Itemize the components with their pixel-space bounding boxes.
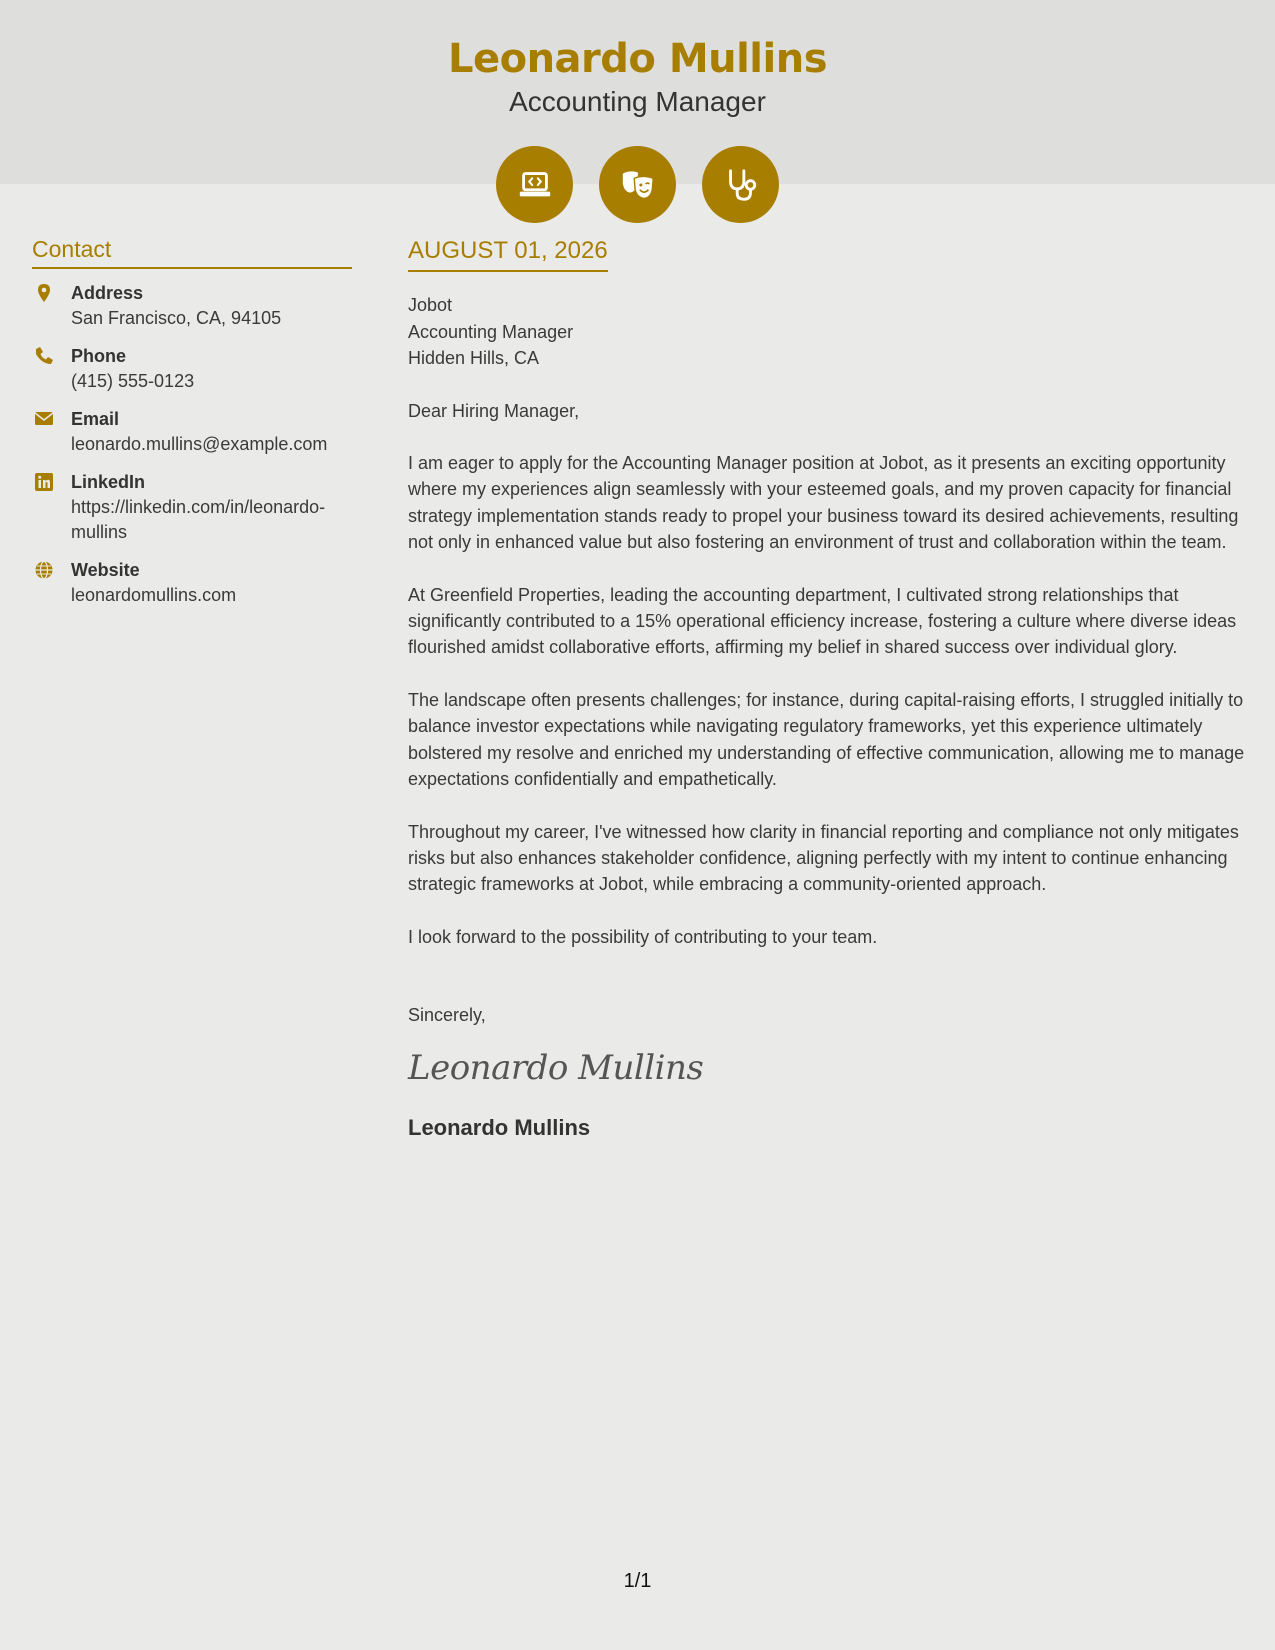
phone-icon	[34, 346, 54, 366]
contact-address	[32, 281, 352, 331]
contact-label: Website	[71, 560, 140, 580]
applicant-title: Accounting Manager	[509, 86, 766, 117]
map-pin-icon	[34, 283, 54, 303]
theater-masks-icon	[599, 146, 676, 223]
page-number: 1/1	[623, 1570, 652, 1592]
body-paragraph: The landscape often presents challenges; for instance, during capital-raising efforts, I struggled initially to balance investor expectations while navigating regulatory frameworks, yet this experience ultimately bolstered my resolve and enriched my understanding of effective communication, allowing me to manage expectations confidentially and empathetically.	[408, 689, 1245, 790]
contact-label: Phone	[71, 346, 127, 366]
stethoscope-icon	[702, 146, 779, 223]
recipient-position: Accounting Manager	[408, 321, 574, 342]
contact-website	[32, 558, 352, 608]
laptop-code-icon	[496, 146, 573, 223]
signed-name: Leonardo Mullins	[408, 1114, 591, 1140]
contact-value: (415) 555-0123	[71, 371, 195, 391]
letter-date: AUGUST 01, 2026	[408, 238, 608, 272]
contact-value: leonardo.mullins@example.com	[71, 434, 328, 454]
body-paragraph: I look forward to the possibility of contributing to your team.	[408, 926, 878, 947]
contact-linkedin	[32, 470, 352, 545]
salutation: Dear Hiring Manager,	[408, 400, 580, 421]
linkedin-icon	[34, 472, 54, 492]
interest-icons	[496, 146, 779, 223]
body-paragraph: I am eager to apply for the Accounting Manager position at Jobot, as it presents an exciting opportunity where my experiences align seamlessly with your esteemed goals, and my proven capacity for financial strategy implementation stands ready to propel your business toward its desired achievements, resulting not only in enhanced value but also fostering an environment of trust and collaboration within the team.	[408, 453, 1239, 553]
body-paragraph: Throughout my career, I've witnessed how clarity in financial reporting and compliance not only mitigates risks but also enhances stakeholder confidence, aligning perfectly with my intent to continue enhancing strategic frameworks at Jobot, while embracing a community-oriented approach.	[408, 821, 1239, 895]
contact-value: https://linkedin.com/in/leonardo-mullins	[71, 497, 326, 542]
contact-phone	[32, 344, 352, 394]
contact-email	[32, 407, 352, 457]
recipient-location: Hidden Hills, CA	[408, 348, 540, 369]
signature: Leonardo Mullins	[408, 1047, 704, 1088]
envelope-icon	[34, 409, 54, 429]
recipient-block	[408, 292, 1253, 371]
applicant-name: Leonardo Mullins	[447, 36, 828, 82]
cover-letter	[408, 238, 1253, 1141]
contact-heading: Contact	[32, 236, 352, 269]
contact-sidebar	[32, 236, 352, 621]
contact-label: Address	[71, 283, 144, 303]
recipient-company: Jobot	[408, 295, 453, 316]
contact-label: LinkedIn	[71, 472, 146, 492]
contact-value: San Francisco, CA, 94105	[71, 308, 282, 328]
globe-icon	[34, 560, 54, 580]
contact-label: Email	[71, 409, 120, 429]
closing: Sincerely,	[408, 1005, 486, 1026]
body-paragraph: At Greenfield Properties, leading the accounting department, I cultivated strong relationships that significantly contributed to a 15% operational efficiency increase, fostering a culture where diverse ideas flourished amidst collaborative efforts, affirming my belief in shared success over individual glory.	[408, 584, 1237, 658]
contact-value: leonardomullins.com	[71, 585, 237, 605]
